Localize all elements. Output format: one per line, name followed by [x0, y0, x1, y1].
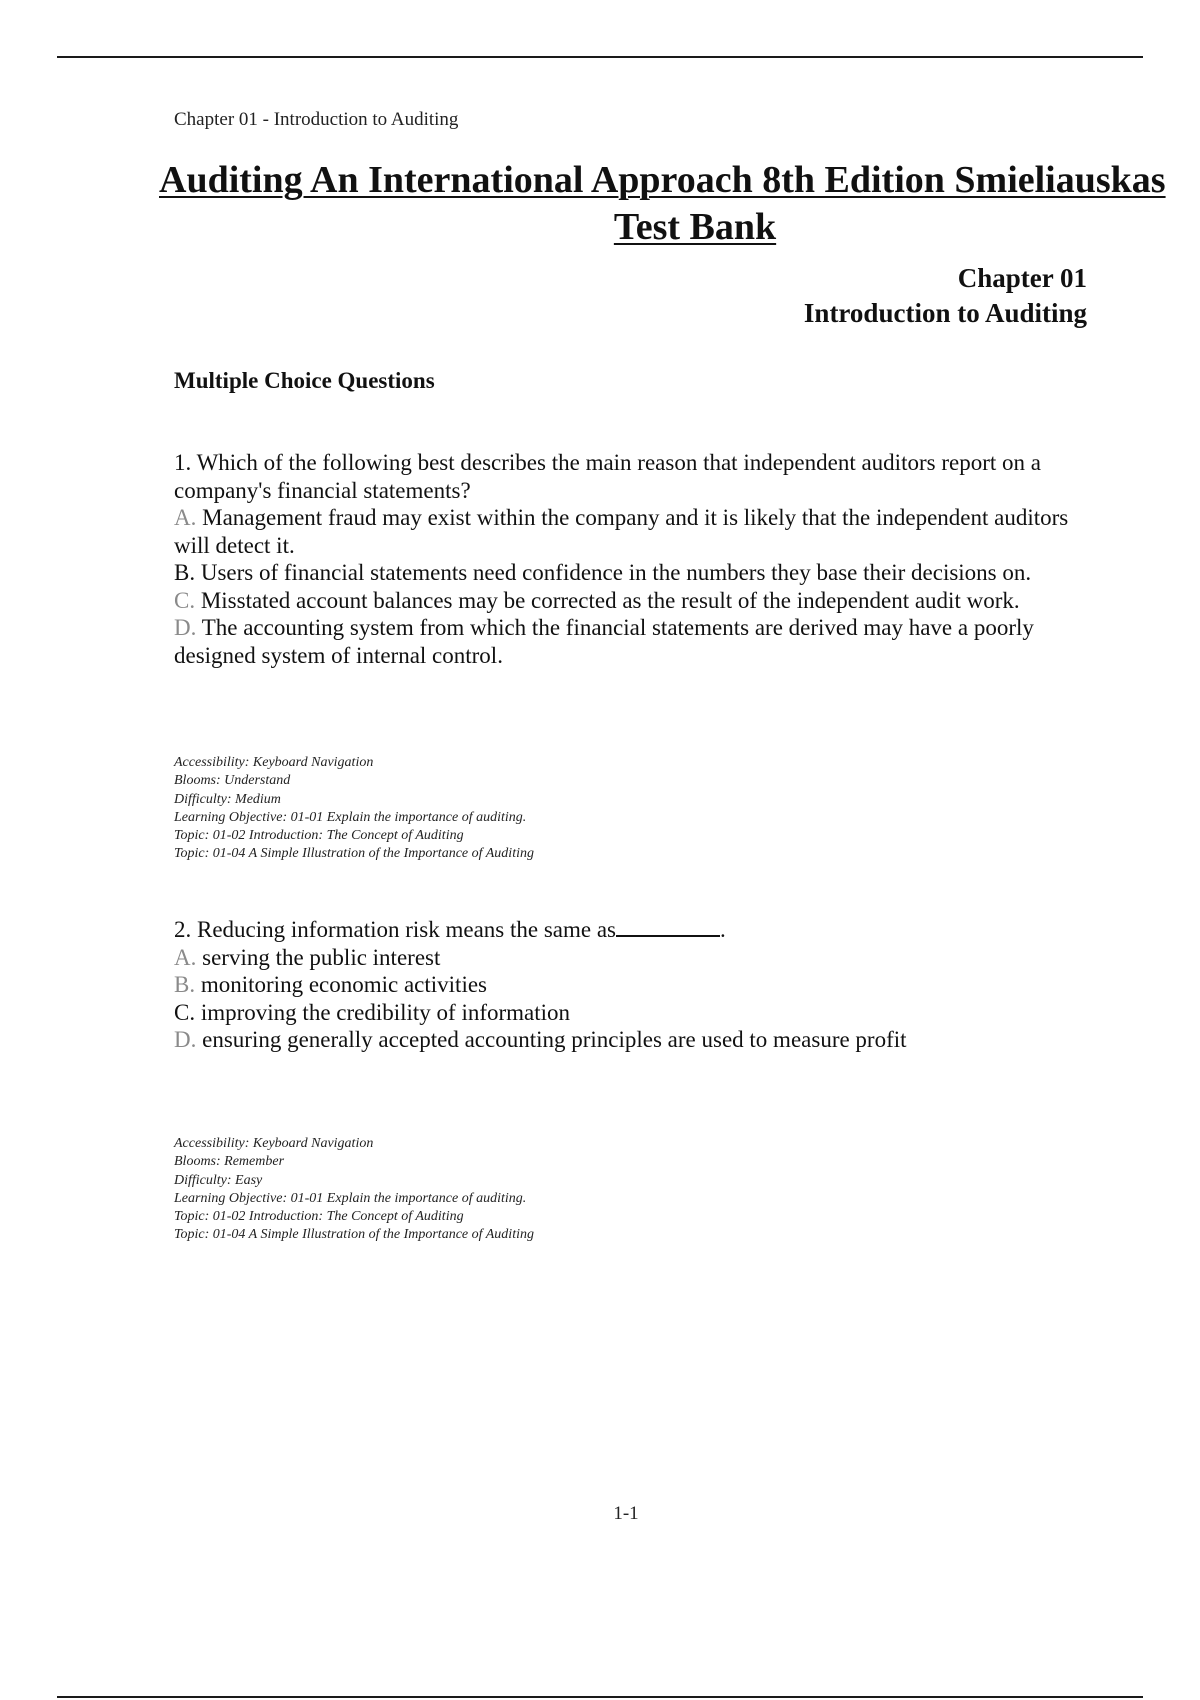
document-title-text: Auditing An International Approach 8th Edition Smieliauskas [159, 159, 1166, 201]
document-subtitle-text: Test Bank [613, 206, 777, 248]
chapter-number: Chapter 01 [957, 263, 1087, 293]
chapter-name: Introduction to Auditing [803, 298, 1087, 328]
meta-difficulty: Difficulty: Easy [174, 1172, 263, 1188]
question-stem-text: 2. Reducing information risk means the same as [174, 917, 617, 942]
answer-option-d [174, 1026, 1094, 1054]
question-1 [174, 449, 1094, 669]
option-letter: C. [174, 999, 196, 1025]
question-2 [174, 916, 1094, 1054]
meta-topic: Topic: 01-04 A Simple Illustration of the Importance of Auditing [174, 1227, 534, 1243]
chapter-heading [804, 261, 1087, 331]
option-letter: A. [174, 505, 197, 530]
question-stem: 1. Which of the following best describes the main reason that independent auditors report on a company's financial statements? [174, 450, 1041, 503]
option-letter: A. [174, 944, 197, 970]
meta-learning-objective: Learning Objective: 01-01 Explain the importance of auditing. [174, 1190, 527, 1206]
question-stem [174, 916, 1094, 944]
option-text: improving the credibility of information [195, 999, 571, 1025]
bottom-rule [57, 1696, 1143, 1698]
question-1-metadata [174, 754, 534, 864]
question-stem-end: . [720, 917, 726, 942]
meta-blooms: Blooms: Remember [174, 1154, 285, 1170]
option-text: Management fraud may exist within the company and it is likely that the independent auditors will detect it. [174, 505, 1069, 558]
option-text: Users of financial statements need confidence in the numbers they base their decisions on. [195, 560, 1032, 585]
running-header: Chapter 01 - Introduction to Auditing [174, 109, 459, 130]
option-letter: D. [174, 1027, 197, 1052]
answer-option-b [174, 559, 1094, 587]
fill-in-blank [616, 917, 720, 937]
option-text: serving the public interest [196, 944, 441, 970]
meta-accessibility: Accessibility: Keyboard Navigation [174, 755, 374, 770]
question-2-metadata [174, 1135, 534, 1245]
meta-accessibility: Accessibility: Keyboard Navigation [174, 1136, 374, 1151]
option-text: The accounting system from which the financial statements are derived may have a poorly designed system of internal control. [174, 615, 1034, 668]
answer-option-a [174, 944, 1094, 972]
document-title [159, 158, 1200, 202]
option-letter: B. [174, 560, 196, 585]
option-text: monitoring economic activities [195, 972, 487, 997]
section-heading: Multiple Choice Questions [174, 368, 435, 393]
answer-option-d [174, 614, 1094, 669]
meta-topic: Topic: 01-04 A Simple Illustration of the Importance of Auditing [174, 846, 534, 862]
document-subtitle [0, 205, 1200, 249]
page-number: 1-1 [613, 1503, 639, 1524]
answer-option-c [174, 999, 1094, 1027]
top-rule [57, 56, 1143, 58]
meta-learning-objective: Learning Objective: 01-01 Explain the importance of auditing. [174, 809, 527, 825]
option-letter: D. [174, 615, 197, 640]
meta-blooms: Blooms: Understand [174, 773, 291, 789]
meta-topic: Topic: 01-02 Introduction: The Concept of Auditing [174, 828, 464, 844]
meta-difficulty: Difficulty: Medium [174, 791, 281, 807]
answer-option-b [174, 971, 1094, 999]
answer-option-c [174, 587, 1094, 615]
option-text: ensuring generally accepted accounting principles are used to measure profit [196, 1027, 907, 1052]
option-letter: B. [174, 972, 196, 997]
meta-topic: Topic: 01-02 Introduction: The Concept of Auditing [174, 1209, 464, 1225]
option-letter: C. [174, 587, 196, 613]
option-text: Misstated account balances may be corrected as the result of the independent audit work. [195, 587, 1020, 613]
answer-option-a [174, 504, 1094, 559]
